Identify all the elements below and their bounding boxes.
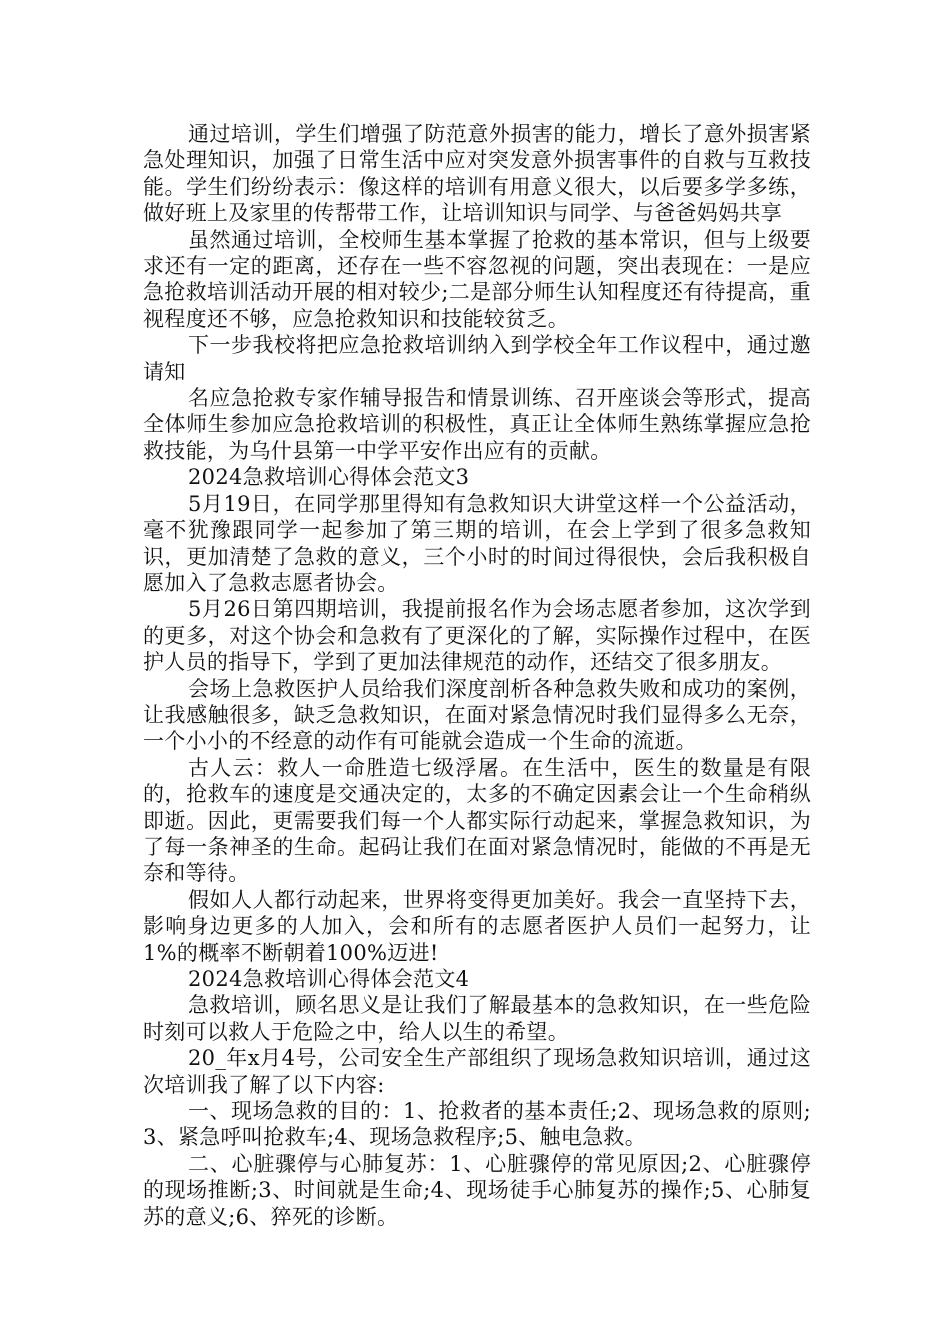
paragraph: 虽然通过培训，全校师生基本掌握了抢救的基本常识，但与上级要求还有一定的距离，还存在一些不容忽视的问题，突出表现在：一是应急抢救培训活动开展的相对较少;二是部分师生认知程度还有待提高，重视程度还不够，应急抢救知识和技能较贫乏。 <box>143 227 811 331</box>
paragraph: 古人云：救人一命胜造七级浮屠。在生活中，医生的数量是有限的，抢救车的速度是交通决定的，太多的不确定因素会让一个生命稍纵即逝。因此，更需要我们每一个人都实际行动起来，掌握急救知识，为了每一条神圣的生命。起码让我们在面对紧急情况时，能做的不再是无奈和等待。 <box>143 755 811 886</box>
paragraph: 一、现场急救的目的：1、抢救者的基本责任;2、现场急救的原则;3、紧急呼叫抢救车;4、现场急救程序;5、触电急救。 <box>143 1099 811 1150</box>
paragraph: 5月19日，在同学那里得知有急救知识大讲堂这样一个公益活动，毫不犹豫跟同学一起参加了第三期的培训，在会上学到了很多急救知识，更加清楚了急救的意义，三个小时的时间过得很快，会后我积极自愿加入了急救志愿者协会。 <box>143 491 811 595</box>
paragraph: 20_年x月4号，公司安全生产部组织了现场急救知识培训，通过这次培训我了解了以下内容: <box>143 1046 811 1097</box>
paragraph: 会场上急救医护人员给我们深度剖析各种急救失败和成功的案例，让我感触很多，缺乏急救知识，在面对紧急情况时我们显得多么无奈，一个小小的不经意的动作有可能就会造成一个生命的流逝。 <box>143 676 811 754</box>
paragraph: 二、心脏骤停与心肺复苏：1、心脏骤停的常见原因;2、心脏骤停的现场推断;3、时间就是生命;4、现场徒手心肺复苏的操作;5、心肺复苏的意义;6、猝死的诊断。 <box>143 1151 811 1229</box>
section-heading: 2024急救培训心得体会范文4 <box>188 967 470 991</box>
paragraph: 急救培训，顾名思义是让我们了解最基本的急救知识，在一些危险时刻可以救人于危险之中，给人以生的希望。 <box>143 993 811 1044</box>
document-body <box>143 121 811 1230</box>
section-heading: 2024急救培训心得体会范文3 <box>188 465 470 490</box>
paragraph: 假如人人都行动起来，世界将变得更加美好。我会一直坚持下去，影响身边更多的人加入，会和所有的志愿者医护人员们一起努力，让1%的概率不断朝着100%迈进! <box>143 887 811 965</box>
paragraph: 通过培训，学生们增强了防范意外损害的能力，增长了意外损害紧急处理知识，加强了日常生活中应对突发意外损害事件的自救与互救技能。学生们纷纷表示：像这样的培训有用意义很大，以后要多学多练，做好班上及家里的传帮带工作，让培训知识与同学、与爸爸妈妈共享 <box>143 122 811 226</box>
paragraph: 下一步我校将把应急抢救培训纳入到学校全年工作议程中，通过邀请知 <box>143 333 811 384</box>
paragraph: 名应急抢救专家作辅导报告和情景训练、召开座谈会等形式，提高全体师生参加应急抢救培训的积极性，真正让全体师生熟练掌握应急抢救技能，为乌什县第一中学平安作出应有的贡献。 <box>143 386 811 463</box>
paragraph: 5月26日第四期培训，我提前报名作为会场志愿者参加，这次学到的更多，对这个协会和急救有了更深化的了解，实际操作过程中，在医护人员的指导下，学到了更加法律规范的动作，还结交了很多朋友。 <box>143 597 811 675</box>
